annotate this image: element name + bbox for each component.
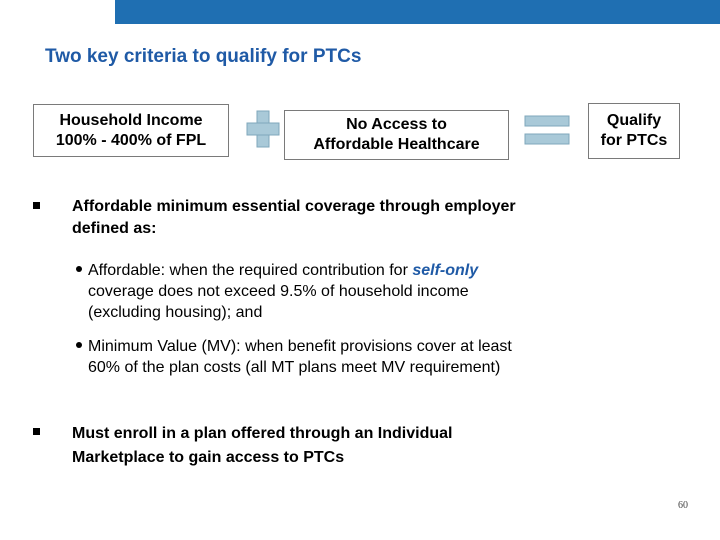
plus-icon [246, 110, 280, 148]
bullet-square-2 [33, 428, 40, 435]
qualify-line-1: Qualify [606, 112, 662, 129]
bullet-2-line-1: Must enroll in a plan offered through an Individual [72, 425, 453, 442]
sub-1-line-2: coverage does not exceed 9.5% of household income [88, 283, 469, 300]
household-income-box [33, 104, 229, 157]
equals-icon [524, 114, 570, 146]
income-line-2: 100% - 400% of FPL [55, 131, 207, 149]
sub-bullet-affordable [74, 260, 654, 323]
access-line-1: No Access to [346, 116, 447, 133]
slide-title: Two key criteria to qualify for PTCs [45, 46, 362, 67]
page-number: 60 [678, 500, 688, 511]
sub-1-line-3: (excluding housing); and [88, 304, 263, 321]
sub-bullet-minimum-value [74, 336, 654, 378]
bullet-affordable-coverage [72, 196, 672, 240]
top-banner [115, 0, 720, 24]
qualify-box [588, 103, 680, 159]
sub-1-prefix: Affordable: when the required contribution for [88, 262, 413, 279]
bullet-must-enroll [72, 422, 672, 470]
income-line-1: Household Income [59, 111, 203, 129]
sub-2-line-2: 60% of the plan costs (all MT plans meet MV requirement) [88, 359, 501, 376]
sub-1-line-1 [88, 260, 654, 281]
qualify-line-2: for PTCs [600, 132, 668, 149]
no-access-box [284, 110, 509, 160]
bullet-2-line-2: Marketplace to gain access to PTCs [72, 449, 345, 466]
bullet-square-1 [33, 202, 40, 209]
self-only-emphasis: self-only [412, 262, 479, 279]
bullet-1-line-1: Affordable minimum essential coverage through employer [72, 198, 516, 215]
access-line-2: Affordable Healthcare [313, 136, 480, 153]
sub-2-line-1: Minimum Value (MV): when benefit provisions cover at least [88, 338, 512, 355]
bullet-1-line-2: defined as: [72, 220, 157, 237]
